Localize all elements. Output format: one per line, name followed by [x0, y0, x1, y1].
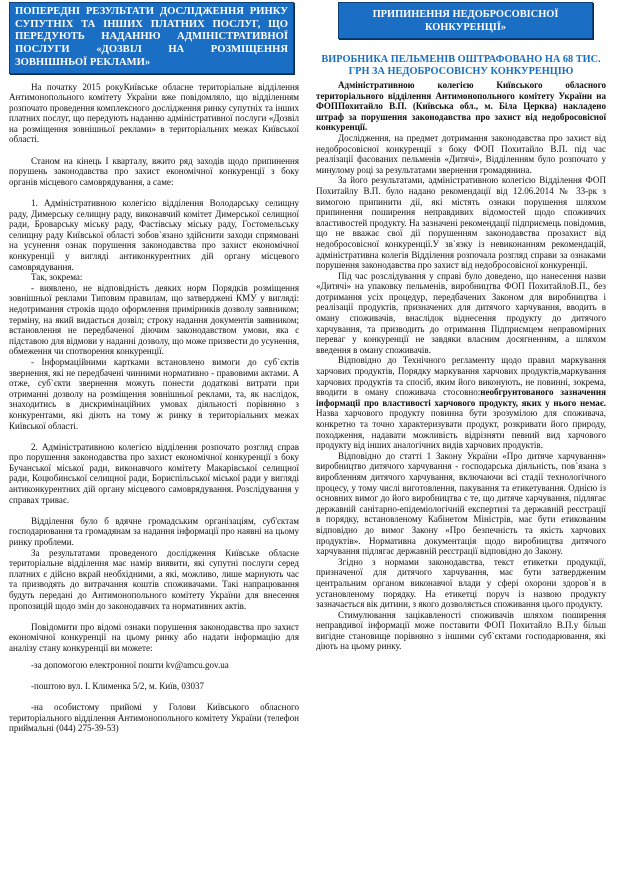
finding-cards-paragraph: - Інформаційними картками встановлено вимоги до суб`єктів звернення, які не передбачені чинними нормативно - правовими актами. А отже, суб`єкти звернення можуть понести додаткові витрати при отриманні дозволу на розміщення зовнішньої реклами, та, як наслідок, знаходитись в дискримінаційних умовах діяльності порівняно з конкурентами, які діють на тому ж ринку в територіальних межах Київської області.	[9, 356, 299, 431]
investigation-paragraph: Дослідження, на предмет дотримання законодавства про захист від недобросовісної конкуренції з боку ФОП Похитайло В.П. під час реалізації фасованих пельменів «Дитячі», Відділенням було розпочато у минулому році за результатами звернення громадянина.	[316, 132, 606, 175]
contact-personal-reception: -на особистому прийомі у Голови Київського обласного територіального відділення Антимонопольного комітету України (телефон приймальні (044) 275-39-53)	[9, 701, 299, 734]
quarter-status-paragraph: Станом на кінець І кварталу, вжито ряд заходів щодо припинення порушень законодавства про захист економічної конкуренції з боку органів місцевого самоврядування, а саме:	[9, 155, 299, 187]
left-section-banner: ПОПЕРЕДНІ РЕЗУЛЬТАТИ ДОСЛІДЖЕННЯ РИНКУ СУПУТНІХ ТА ІНШИХ ПЛАТНИХ ПОСЛУГ, ЩО ПЕРЕДУЮТЬ НАДАННЮ АДМІНІСТРАТИВНОЇ ПОСЛУГИ «ДОЗВІЛ НА РОЗМІЩЕННЯ ЗОВНІШНЬОЇ РЕКЛАМИ»	[9, 2, 294, 74]
technical-regulation-paragraph	[316, 355, 606, 450]
right-section-banner: ПРИПИНЕННЯ НЕДОБРОСОВІСНОЇ КОНКУРЕНЦІЇ»	[338, 2, 593, 39]
report-info-paragraph: Повідомити про відомі ознаки порушення законодавства про захист економічної конкуренції на цьому ринку або надати інформацію для аналізу стану конкуренції ви можете:	[9, 621, 299, 653]
contact-email[interactable]: -за допомогою електронної пошти kv@amcu.gov.ua	[31, 659, 229, 670]
conclusion-paragraph: Стимулювання зацікавленості споживачів шляхом поширення неправдивої інформації може поставити ФОП Похитайло В.П.у більш вигідне становище порівняно з іншими суб`єктами господарювання, які діють на цьому ринку.	[316, 609, 606, 652]
finding-rules-paragraph: - виявлено, не відповідність деяких норм Порядків розміщення зовнішньої реклами Типовим правилам, що затверджені КМУ у вигляді: недотримання строків щодо оформлення примірників дозволу заявником; терміну, на який видається дозвіл; строку надання документів заявником; встановлення не передбаченої діючим законодавством умови, яка є підставою для відмови у наданні дозволу, що може призвести до усунення, обмеження чи спотворення конкуренції.	[9, 282, 299, 357]
baby-food-law-paragraph: Відповідно до статті 1 Закону України «Про дитяче харчування» виробництво дитячого харчування - господарська діяльність, пов`язана з виробленням дитячого харчування, включаючи всі стадії технологічного процесу, у тому числі виготовлення, пакування та етикетування. Однією із основних вимог до його виробництва є те, що дитяче харчування, підлягає державній санітарно-епідеміологічній експертизі та державній реєстрації в порядку, встановленому Кабінетом Міністрів, має бути етикованим відповідно до вимог Закону «Про безпечність та якість харчових продуктів». Нормативна документація щодо виробництва дитячого харчування підлягає державній реєстрації відповідно до Закону.	[316, 450, 606, 557]
tech-reg-end: Назва харчового продукту повинна бути зрозумілою для споживача, конкретно та точно характеризувати продукт, розкривати його природу, походження, надавати можливість відрізняти певний вид харчового продукту від інших аналогічних видів харчових продуктів.	[316, 408, 606, 451]
label-norms-paragraph: Згідно з нормами законодавства, текст етикетки продукції, призначеної для дитячого харчування, має бути затвердженим центральним органом виконавчої влади у сфері охорони здоров`я в установленому порядку. На етикетці поруч із назвою продукту зазначається вік дитини, з якого дозволяється споживання цього продукту.	[316, 556, 606, 610]
proven-paragraph: Під час розслідування у справі було доведено, що нанесення назви «Дитячі» на упаковку пельменів, виробництва ФОП ПохитайлоВ.П., без дотримання усіх процедур, передбачених Законом для виробництва і реалізації продуктів, призначених для дитячого харчування, вводить в оману споживачів, внаслідок віднесення продукту до дитячого харчування, та призводить до отримання Підприємцем неправомірних переваг у конкуренції не завдяки власним досягненням, а шляхом введення в оману споживачів.	[316, 270, 606, 355]
point-1-paragraph: 1. Адміністративною колегією відділення Володарську селищну раду, Димерську селищну раду, виконавчий комітет Димерської селищної ради, Броварську міську раду, Фастівську міську раду, Гостомельську селищну раду Київської області зобов`язано здійснити заходи спрямовані на усунення ознак порушення законодавства про захист економічної конкуренції у вигляді антиконкурентних дій органу місцевого самоврядування.	[9, 198, 299, 272]
gratitude-paragraph: Відділення було б вдячне громадським організаціям, суб'єктам господарювання та громадянам за надання інформації про наявні на цьому ринку проблеми.	[9, 515, 299, 548]
right-column	[316, 0, 606, 652]
point-2-paragraph: 2. Адміністративною колегією відділення розпочато розгляд справ про порушення законодавства про захист економічної конкуренції з боку Бучанської міської ради, виконавчого комітету Макарівської селищної ради, Коцюбинської селищної ради, Бориспільської міської ради у вигляді антиконкурентних дій органу місцевого самоврядування. Розслідування у справах триває.	[9, 441, 299, 505]
tech-reg-bold: необгрунтованого зазначення інформації про властивості харчового продукту, яких у нього немає.	[316, 387, 607, 408]
in-particular-paragraph: Так, зокрема:	[31, 272, 83, 283]
article-headline: ВИРОБНИКА ПЕЛЬМЕНІВ ОШТРАФОВАНО НА 68 ТИС. ГРН ЗА НЕДОБРОСОВІСНУ КОНКУРЕНЦІЮ	[321, 54, 601, 77]
left-column	[9, 0, 299, 734]
left-article-body	[9, 82, 299, 734]
intro-paragraph: На початку 2015 рокуКиївське обласне територіальне відділення Антимонопольного комітету України вже повідомляло, що відділенням розпочато проведення комплексного дослідження ринку супутніх та інших платних послуг, що передують наданню адміністративної послуги «Дозвіл на розміщення зовнішньої реклами» в територіальних межах Київської області.	[9, 81, 299, 145]
recommendations-paragraph: За його результатами, адміністративною колегією Відділення ФОП Похитайлу В.П. було надано рекомендації від 12.06.2014 № 33-рк з вимогою припинити дії, які містять ознаки порушення шляхом припинення поширення неправдивих відомостей щодо споживчих властивостей продукту. На зазначені рекомендації підприємець повідомив, що не вважає свої дії порушенням законодавства прозахист від недобросовісної конкуренції.У зв`язку із невиконанням рекомендацій, адміністративна колегія Відділення розпочала розгляд справи за ознаками порушення законодавства про захист від недобросовісної конкуренції.	[316, 175, 606, 271]
contact-postal-address: -поштою вул. І. Клименка 5/2, м. Київ, 03037	[31, 680, 205, 691]
tech-reg-start: Відповідно до Технічного регламенту щодо правил маркування харчових продуктів, Порядку маркування харчових продуктів,маркування харчових продуктів та спосіб, яким його виконують, не повинні, зокрема, вводити в оману споживача стосовно:	[316, 355, 606, 398]
results-paragraph: За результатами проведеного дослідження Київське обласне територіальне відділення має намір виявити, які супутні послуги серед платних є дійсно вкрай необхідними, а які, можливо, лише марнують час та призводять до витрачання коштів споживачами. Такі напрацювання будуть передані до Антимонопольного комітету України для внесення пропозицій щодо змін до законодавчих та нормативних актів.	[9, 547, 299, 611]
article-lead: Адміністративною колегією Київського обласного територіального відділення Антимонопольного комітету України на ФОППохитайло В.П. (Київська обл., м. Біла Церква) накладено штраф за порушення законодавства про захист від недобросовісної конкуренції.	[316, 80, 606, 133]
